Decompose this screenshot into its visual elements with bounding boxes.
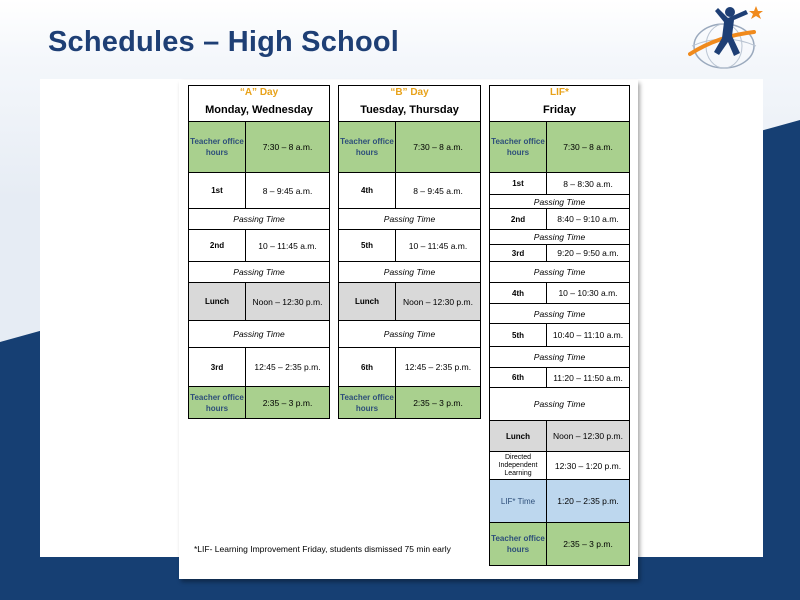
time-cell: 7:30 – 8 a.m.: [563, 142, 613, 152]
period-cell: Lunch: [339, 283, 396, 320]
passing-time-row: [490, 304, 629, 324]
passing-time-label: Passing Time: [533, 267, 586, 277]
a-day-column: [188, 85, 330, 419]
passing-time-row: [490, 195, 629, 209]
time-cell: Noon – 12:30 p.m.: [553, 431, 623, 441]
table-row: [339, 387, 480, 418]
table-row: [189, 173, 329, 209]
table-row: [189, 122, 329, 173]
period-cell: 6th: [490, 368, 547, 387]
period-cell: Teacher office hours: [189, 387, 246, 418]
lif-days: Friday: [542, 104, 576, 116]
period-cell: 1st: [490, 173, 547, 194]
table-row: [490, 421, 629, 452]
table-row: [189, 230, 329, 262]
time-cell: 8:40 – 9:10 a.m.: [557, 214, 619, 224]
footnote: *LIF- Learning Improvement Friday, students dismissed 75 min early: [194, 544, 451, 554]
time-cell: 8 – 9:45 a.m.: [413, 185, 463, 196]
passing-time-row: [490, 262, 629, 283]
passing-time-label: Passing Time: [533, 232, 586, 242]
b-day-days: Tuesday, Thursday: [360, 104, 459, 116]
table-row: [339, 348, 480, 387]
table-row: [339, 283, 480, 321]
time-cell: 7:30 – 8 a.m.: [262, 142, 313, 152]
lif-header: [490, 86, 629, 122]
b-day-header: [339, 86, 480, 122]
time-cell: 10:40 – 11:10 a.m.: [552, 330, 624, 340]
table-row: [490, 173, 629, 195]
passing-time-row: [339, 209, 480, 230]
period-cell: 3rd: [189, 348, 246, 386]
passing-time-row: [490, 230, 629, 245]
table-row: [189, 283, 329, 321]
time-cell: 10 – 11:45 a.m.: [258, 240, 317, 251]
table-row: [189, 387, 329, 418]
period-cell: 4th: [339, 173, 396, 208]
period-cell: Teacher office hours: [490, 523, 547, 565]
a-day-label: “A” Day: [239, 87, 279, 98]
time-cell: Noon – 12:30 p.m.: [403, 296, 473, 307]
time-cell: 10 – 11:45 a.m.: [408, 240, 468, 251]
passing-time-row: [339, 321, 480, 348]
time-cell: 12:45 – 2:35 p.m.: [254, 362, 321, 372]
person-with-star-logo-icon: [688, 2, 768, 70]
period-cell: 5th: [339, 230, 396, 261]
passing-time-row: [490, 388, 629, 421]
table-row: [490, 324, 629, 347]
time-cell: 8 – 8:30 a.m.: [563, 178, 613, 189]
time-cell: 8 – 9:45 a.m.: [262, 185, 313, 196]
passing-time-label: Passing Time: [383, 214, 436, 224]
passing-time-row: [189, 321, 329, 348]
table-row: [339, 173, 480, 209]
time-cell: Noon – 12:30 p.m.: [252, 296, 323, 307]
period-cell: Lunch: [189, 283, 246, 320]
period-cell: Lunch: [490, 421, 547, 451]
period-cell: 6th: [339, 348, 396, 386]
a-day-header: [189, 86, 329, 122]
time-cell: 1:20 – 2:35 p.m.: [557, 496, 619, 506]
passing-time-row: [339, 262, 480, 283]
passing-time-label: Passing Time: [533, 308, 586, 319]
b-day-column: [338, 85, 481, 419]
a-day-days: Monday, Wednesday: [205, 104, 313, 116]
passing-time-row: [490, 347, 629, 368]
passing-time-row: [189, 209, 329, 230]
table-row: [189, 348, 329, 387]
period-cell: 1st: [189, 173, 246, 208]
table-row: [490, 122, 629, 173]
time-cell: 11:20 – 11:50 a.m.: [553, 372, 623, 383]
time-cell: 9:20 – 9:50 a.m.: [557, 248, 619, 258]
passing-time-label: Passing Time: [383, 329, 436, 339]
period-cell: Teacher office hours: [339, 387, 396, 418]
table-row: [490, 368, 629, 388]
period-cell: 2nd: [189, 230, 246, 261]
table-row: [339, 122, 480, 173]
period-cell: Directed Independent Learning: [490, 452, 547, 479]
passing-time-label: Passing Time: [233, 267, 285, 277]
time-cell: 2:35 – 3 p.m.: [413, 397, 463, 408]
table-row: [490, 480, 629, 523]
b-day-label: “B” Day: [390, 87, 429, 98]
table-row: [339, 230, 480, 262]
lif-label: LIF*: [550, 87, 569, 98]
period-cell: Teacher office hours: [339, 122, 396, 172]
table-row: [490, 209, 629, 230]
time-cell: 12:45 – 2:35 p.m.: [404, 362, 472, 372]
period-cell: Teacher office hours: [490, 122, 547, 172]
passing-time-row: [189, 262, 329, 283]
lif-column: [489, 85, 630, 566]
passing-time-label: Passing Time: [233, 214, 285, 224]
period-cell: 2nd: [490, 209, 547, 229]
table-row: [490, 523, 629, 565]
passing-time-label: Passing Time: [533, 399, 586, 409]
page-title: Schedules – High School: [48, 26, 400, 58]
table-row: [490, 283, 629, 304]
passing-time-label: Passing Time: [383, 267, 436, 277]
period-cell: LIF* Time: [490, 480, 547, 522]
time-cell: 12:30 – 1:20 p.m.: [554, 460, 622, 471]
period-cell: 5th: [490, 324, 547, 346]
period-cell: Teacher office hours: [189, 122, 246, 172]
passing-time-label: Passing Time: [533, 196, 586, 207]
period-cell: 4th: [490, 283, 547, 303]
time-cell: 10 – 10:30 a.m.: [558, 288, 618, 298]
passing-time-label: Passing Time: [233, 329, 285, 339]
passing-time-label: Passing Time: [533, 352, 586, 362]
table-row: [490, 245, 629, 262]
period-cell: 3rd: [490, 245, 547, 261]
time-cell: 2:35 – 3 p.m.: [563, 539, 613, 549]
time-cell: 7:30 – 8 a.m.: [413, 142, 463, 152]
table-row: [490, 452, 629, 480]
time-cell: 2:35 – 3 p.m.: [262, 397, 313, 408]
